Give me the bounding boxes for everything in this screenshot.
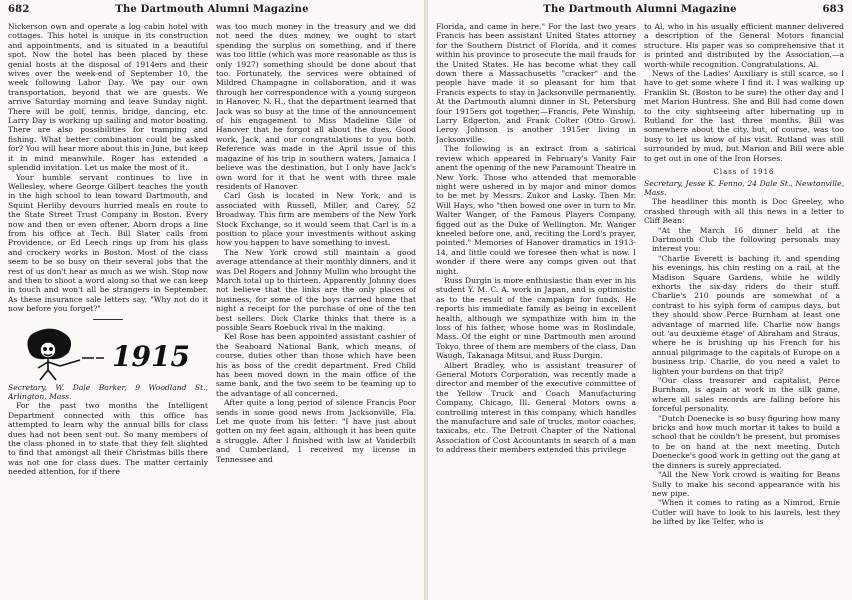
left-column-1: [8, 22, 208, 598]
class-secretary: Secretary, W. Dale Barker, 9 Woodland St., Arlington, Mass.: [8, 382, 208, 401]
quoted-paragraph: "When it comes to rating as a Nimrod, Ernie Cutler will have to look to his laurels, lest they be lifted by Ike Telfer, who is: [652, 498, 840, 527]
paragraph: Your humble servant continues to live in Wellesley, where George Gilbert teaches the youth in the high school to lean toward Dartmouth, and Squint Herlihy devours hurried meals en route to the State Street Trust Company in Boston. Every now and then or even oftener, Aborn drops a line from his office at Tech. Bill Slater calls from Providence, or Ed Leech rings up from his glass and crockery works in Boston. Most of the class seem to be so busy on their several jobs that the rest of us don't hear as much as we wish. Stop now and then to shoot a word along so that we can keep in touch and won't all be strangers in September. As these insurance sale letters say, "Why not do it now before you forget?": [8, 172, 208, 314]
right-page: [428, 0, 852, 600]
quoted-paragraph: "Dutch Doenecke is so busy figuring how many bricks and how much mortar it takes to build a school that he couldn't be present, but promises to be on hand at the next meeting. Dutch Doenecke's good work in getting out the gang at the dinners is surely appreciated.: [652, 413, 840, 470]
quoted-paragraph: "All the New York crowd is waiting for Beans Sully to make his second appearance with his new pipe.: [652, 470, 840, 498]
section-divider: [93, 319, 123, 320]
paragraph: For the past two months the Intelligent Department connected with this office has attempted to learn why the annual bills for class dues had not been sent out. So many members of the class phoned in to state that they felt slighted to find that amongst all their Christmas bills there was not one for class dues. The matter certainly needed attention, for if there: [8, 401, 208, 477]
paragraph: Kel Rose has been appointed assistant cashier of the Seaboard National Bank, which means, of course, duties other than those which have been his as boss of the credit department. Fred Child has been moved down in the main office of the same bank, and the two seem to be teaming up to the advantage of all concerned.: [216, 332, 416, 398]
class-heading: Class of 1916: [713, 168, 775, 177]
class-secretary: Secretary, Jesse K. Fenno, 24 Dale St., Newtonville, Mass.: [644, 178, 844, 197]
running-title: The Dartmouth Alumni Magazine: [115, 4, 309, 15]
quoted-paragraph: "At the March 16 dinner held at the Dartmouth Club the following personals may interest you:: [652, 225, 840, 254]
page-number: 683: [822, 4, 844, 15]
paragraph: Russ Durgin is more enthusiastic than ever in his student Y. M. C. A. work in Japan, and is optimistic as to the result of the campaign for funds. He reports his immediate family as being in excellent health, although we sympathize with him in the loss of his father, whose home was in Roslindale, Mass. Of the eight or nine Dartmouth men around Tokyo, three of them are members of the class, Dan Waugh, Takanaga Mitsui, and Russ Durgin.: [436, 275, 636, 361]
paragraph: Carl Gish is located in New York, and is associated with Russell, Miller, and Carey, 52 Broadway. This firm are members of the New York Stock Exchange, so it would seem that Carl is in a position to place your investments without asking how you happen to have something to invest.: [216, 191, 416, 248]
cartoon-figure: [28, 329, 104, 380]
quoted-paragraph: "Charlie Everett is baching it, and spending his evenings, his chin resting on a rail, at the Madison Square Gardens, while he wildly exhorts the six-day riders do their stuff. Charlie's 210 pounds are somewhat of a contrast to his sylph form of campus days, but they should show Perce Burnham at least one advantage of married life. Charlie now hangs out 'au deuxième étage' of Abraham and Straus, where he is brushing up his French for his annual pilgrimage to the capitals of Europe on a business trip. Charlie, do you need a valet to lighten your burdens on that trip?: [652, 253, 840, 376]
paragraph: After quite a long period of silence Francis Poor sends in some good news from Jacksonville, Fla. Let me quote from his letter: "I have just about gotten on my feet again, although it has been quite a struggle. After I finished with law at Vanderbilt and Cumberland, I received my license in Tennessee and: [216, 398, 416, 464]
cartoon-caption: 1915: [112, 339, 190, 373]
paragraph: Albert Bradley, who is assistant treasurer of General Motors Corporation, was recently made a director and member of the executive committee of the Yellow Truck and Coach Manufacturing Company, Chicago, Ill. General Motors owns a controlling interest in this company, which handles the manufacture and sale of trucks, motor coaches, taxicabs, etc. The Detroit Chapter of the National Association of Cost Accountants in search of a man to address their members extended this privilege: [436, 360, 636, 455]
paragraph: Nickerson own and operate a log cabin hotel with cottages. This hotel is unique in its construction and appointments, and is situated in a beautiful spot. Now the hotel has been placed by these genial hosts at the disposal of 1914ers and their wives over the week-end of September 10, the week following Labor Day. We pay our own transportation, beyond that we are guests. We arrive Saturday morning and leave Sunday night. There will be golf, tennis, bridge, dancing, etc. Larry Day is working up sailing and motor boating. There are also possibilities for tramping and fishing. What better combination could be asked for? You will hear more about this in June, but keep it in mind meanwhile. Roger has extended a splendid invitation. Let us make the most of it.: [8, 22, 208, 173]
page-number: 682: [8, 4, 30, 15]
class-1915-cartoon: [8, 324, 208, 382]
right-column-1: [436, 22, 636, 598]
paragraph: Florida, and came in here." For the last two years Francis has been assistant United States attorney for the Southern District of Florida, and it comes within his province to prosecute the mail frauds for the United States. He has become what they call down there a Massachusetts "cracker" and the people have made it so pleasant for him that Francis expects to stay in Jacksonville permanently. At the Dartmouth alumni dinner in St. Petersburg four 1915ers got together,—Francis, Pete Winship, Larry Edgerton, and Frank Colter (Otto Grow). Leroy Johnson is another 1915er living in Jacksonville.: [436, 22, 636, 144]
left-column-2: [216, 22, 416, 598]
left-page-header: [8, 4, 416, 18]
paragraph: News of the Ladies' Auxiliary is still scarce, so I have to get some where I find it. I was walking up Franklin St. (Boston to be sure) the other day and I met Marion Huntress. She and Bill had come down to the city sightseeing after hibernating up in Rutland for the last three months. Bill was somewhere about the city, but, of course, was too busy to let us know of his visit. Rutland was still surrounded by mud, but Marion and Bill were able to get out in one of the Iron Horses.: [644, 69, 844, 163]
running-title: The Dartmouth Alumni Magazine: [543, 4, 737, 15]
left-page: [0, 0, 424, 600]
paragraph: to Al, who in his usually efficient manner delivered a description of the General Motors financial structure. His paper was so comprehensive that it is printed and distributed by the Association,—a worth-while recognition. Congratulations, Al.: [644, 22, 844, 69]
quoted-paragraph: "Our class treasurer and capitalist, Perce Burnham, is again at work in the silk game, where all sales records are falling before his forceful personality.: [652, 376, 840, 414]
paragraph: The New York crowd still maintain a good average attendance at their monthly dinners, and it was Del Rogers and Johnny Mullin who brought the March total up to thirteen. Apparently Johnny does not believe that the links are the only places of business, for some of the boys carried home that night a receipt for the purchase of one of the ten best sellers. Dick Clarke thinks that there is a possible Sears Roebuck rival in the making.: [216, 247, 416, 332]
right-page-header: [436, 4, 844, 18]
paragraph: The headliner this month is Doc Greeley, who crashed through with all this news in a letter to Cliff Bean:: [644, 197, 844, 226]
paragraph: The following is an extract from a satirical review which appeared in February's Vanity Fair anent the opening of the new Paramount Theatre in New York. Those who attended that memorable night were ushered in by major and minor domos to be met by Messrs. Zukor and Lasky. Then Mr. Will Hays, who "then bowed one over in turn to Mr. Walter Wanger, of the Famous Players Company, figged out as the Duke of Wellington. Mr. Wanger kneeled before one, and, reciting the Lord's prayer, pointed." Memories of Hanover dramatics in 1913-14, and little could we foresee then what is now. I wonder if there were any comps given out that night.: [436, 144, 636, 276]
paragraph: was too much money in the treasury and we did not need the dues money, we ought to start spending the surplus on something, and if there was too little (which was more reasonable as this is only 1927) something should be done about that too. Fortunately, the services were obtained of Mildred Champagne in collaboration, and it was through her correspondence with a young surgeon in Hanover, N. H., that the department learned that Jack was so busy at the time of the announcement of his engagement to Miss Madeline Gile of Hanover that he forgot all about the dues. Good work, Jack, and our congratulations to you both. Reference was made in the April issue of this magazine of his trip in southern waters, Jamaica I believe was the destination, but I only have Jack's own word for it that he went with three male residents of Hanover.: [216, 22, 416, 191]
right-column-2: [644, 22, 844, 598]
